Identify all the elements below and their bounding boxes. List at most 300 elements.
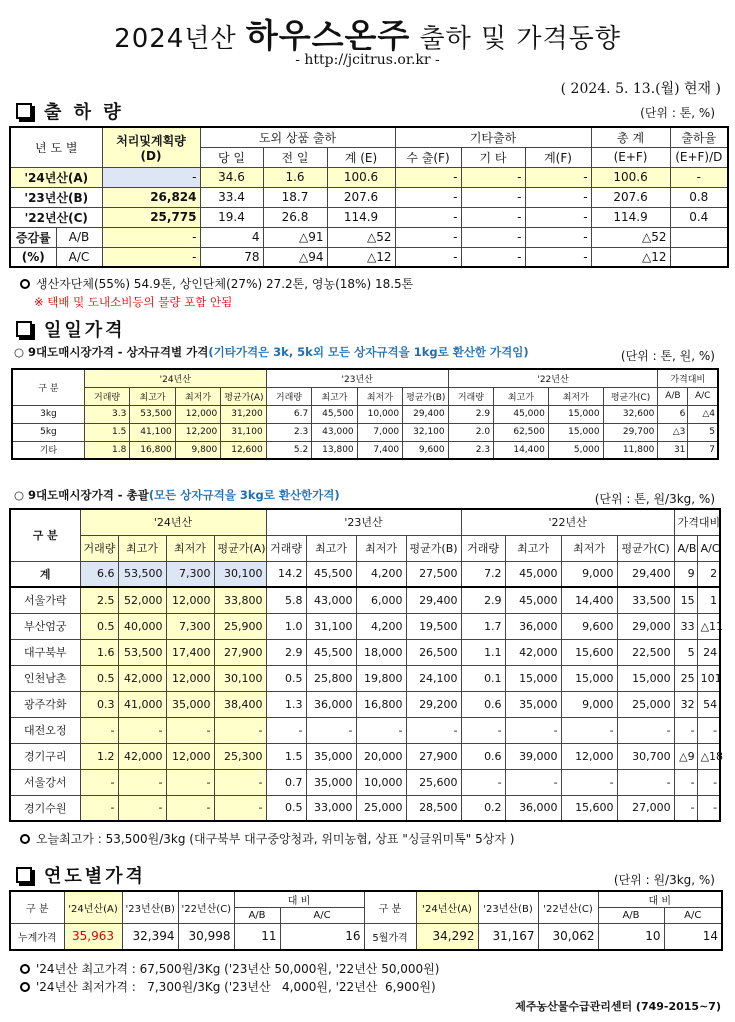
table-cell: △91 — [263, 227, 327, 247]
table-cell: 32,600 — [603, 405, 658, 423]
table-cell: 31,100 — [306, 613, 356, 639]
table-row — [10, 691, 720, 717]
table-cell: 12,000 — [561, 743, 617, 769]
table-cell: 25,600 — [406, 769, 461, 795]
row-label: 계 — [10, 561, 80, 587]
report-date: ( 2024. 5. 13.(월) 현재 ) — [560, 81, 721, 97]
table-cell: 1.6 — [263, 167, 327, 187]
table-cell: 최고가 — [118, 535, 166, 561]
table-row — [10, 795, 720, 821]
table-cell: 1.6 — [80, 639, 118, 665]
table-cell: 거래량 — [84, 387, 129, 405]
row-label: 기타 — [12, 441, 84, 459]
table-cell: 7,300 — [166, 613, 214, 639]
table-cell: 16 — [280, 924, 364, 950]
t2-y24-header: '24년산 — [84, 369, 266, 387]
table-cell: 27,000 — [617, 795, 674, 821]
circle-bullet-icon — [20, 982, 30, 992]
table-cell: 35,000 — [505, 691, 561, 717]
table-cell: 최저가 — [175, 387, 220, 405]
table-cell: 53,500 — [118, 561, 166, 587]
table-cell: 45,500 — [306, 639, 356, 665]
table-cell: 2.5 — [80, 587, 118, 613]
table-cell: 27,500 — [406, 561, 461, 587]
title-suffix: 출하 및 가격동향 — [410, 24, 621, 54]
table-cell: 12,000 — [166, 743, 214, 769]
table-cell: 9,000 — [561, 561, 617, 587]
table-cell: 45,500 — [312, 405, 357, 423]
table-cell: △18 — [697, 743, 720, 769]
row-label: 서울강서 — [10, 769, 80, 795]
table-cell: A/C — [697, 535, 720, 561]
table-cell: 33.4 — [200, 187, 263, 207]
t3-y22-header: '22년산 — [461, 509, 674, 535]
daily-title: 일일가격 — [44, 320, 126, 341]
table-cell: 33,500 — [617, 587, 674, 613]
table-cell: 거래량 — [461, 535, 505, 561]
table-row — [10, 924, 722, 950]
table-cell: 11 — [234, 924, 280, 950]
table-cell: 24,100 — [406, 665, 461, 691]
table-cell: 12,000 — [175, 405, 220, 423]
table-cell: - — [461, 717, 505, 743]
table-cell: 1.5 — [84, 423, 129, 441]
table-cell: 1.3 — [266, 691, 306, 717]
domestic-header: 도외 상품 출하 — [200, 127, 395, 147]
table-cell: 구 분 — [10, 891, 64, 924]
table-cell: A/B — [674, 535, 697, 561]
table-cell: 최저가 — [357, 387, 402, 405]
table-cell: 36,000 — [306, 691, 356, 717]
table-cell: 2.9 — [266, 639, 306, 665]
table-cell: 42,000 — [505, 639, 561, 665]
table-cell: - — [505, 769, 561, 795]
table-cell: 26,824 — [102, 187, 200, 207]
table-cell: 최저가 — [561, 535, 617, 561]
table-cell: 19,500 — [406, 613, 461, 639]
table-cell: 207.6 — [591, 187, 670, 207]
rate-sub-header: (E+F)/D — [670, 147, 728, 167]
circle-bullet-icon — [20, 834, 30, 844]
table-cell: 36,000 — [505, 795, 561, 821]
table-cell: △52 — [591, 227, 670, 247]
table-cell: - — [525, 167, 591, 187]
table-cell: 5 — [688, 423, 718, 441]
table-cell: - — [406, 717, 461, 743]
table-cell: 최저가 — [548, 387, 603, 405]
shipment-note-2: ※ 택배 및 도내소비등의 물량 포함 안됨 — [34, 295, 233, 309]
table-cell: 41,100 — [130, 423, 175, 441]
table-cell: 40,000 — [118, 613, 166, 639]
table-cell: - — [674, 717, 697, 743]
today-header: 당 일 — [200, 147, 263, 167]
table-cell: 45,000 — [505, 587, 561, 613]
table-cell: 0.5 — [80, 665, 118, 691]
table-cell: - — [697, 717, 720, 743]
table-cell: - — [395, 187, 461, 207]
table-cell: 10,000 — [356, 769, 406, 795]
table-cell: 13,800 — [312, 441, 357, 459]
section-box-icon — [16, 321, 32, 337]
table-cell: - — [505, 717, 561, 743]
table-cell: 20,000 — [356, 743, 406, 769]
table-cell: 29,400 — [403, 405, 448, 423]
table-cell: 62,500 — [494, 423, 549, 441]
table-cell: 45,500 — [306, 561, 356, 587]
table-cell: 35,000 — [306, 769, 356, 795]
table-cell: - — [461, 247, 525, 267]
table-cell: 30,062 — [538, 924, 598, 950]
table-cell: - — [461, 167, 525, 187]
table-cell: '24년산(A) — [64, 891, 122, 924]
table-cell: - — [697, 769, 720, 795]
table-cell: (%) — [10, 247, 56, 267]
table-cell: 30,998 — [178, 924, 234, 950]
table-cell: 7 — [688, 441, 718, 459]
table-cell: 16,800 — [356, 691, 406, 717]
table-cell: - — [525, 207, 591, 227]
footer-org: 제주농산물수급관리센터 (749-2015~7) — [515, 1000, 721, 1013]
table-cell: 32 — [674, 691, 697, 717]
table-cell: 33,800 — [214, 587, 266, 613]
table-cell: 42,000 — [118, 743, 166, 769]
table-cell: A/B — [56, 227, 102, 247]
row-label: 서울가락 — [10, 587, 80, 613]
table-cell: 0.1 — [461, 665, 505, 691]
table-row — [10, 665, 720, 691]
table-cell: - — [395, 207, 461, 227]
table-cell: 2.9 — [448, 405, 493, 423]
table-cell: 0.5 — [266, 795, 306, 821]
table-cell: 0.2 — [461, 795, 505, 821]
table-cell: △9 — [674, 743, 697, 769]
table-cell: - — [118, 769, 166, 795]
table-cell: 19,800 — [356, 665, 406, 691]
table-cell: 45,000 — [494, 405, 549, 423]
table-cell: 14,400 — [561, 587, 617, 613]
table-cell: '24년산(A) — [10, 167, 102, 187]
table-cell: 11,800 — [603, 441, 658, 459]
table-cell: - — [102, 227, 200, 247]
table-cell: 9,000 — [561, 691, 617, 717]
table-cell: - — [561, 769, 617, 795]
table-cell: 1.7 — [461, 613, 505, 639]
table-cell: - — [674, 769, 697, 795]
table-cell: 25,000 — [617, 691, 674, 717]
table-cell: 최고가 — [494, 387, 549, 405]
row-label: 5kg — [12, 423, 84, 441]
table-cell: - — [266, 717, 306, 743]
table-cell: 최저가 — [166, 535, 214, 561]
table-row — [12, 405, 718, 423]
yearly-unit: (단위 : 원/3kg, %) — [613, 873, 715, 887]
table-cell: 25,775 — [102, 207, 200, 227]
table-row — [10, 769, 720, 795]
table-cell: 5.2 — [266, 441, 311, 459]
table-cell: 29,000 — [617, 613, 674, 639]
table-cell: - — [166, 795, 214, 821]
table-cell: '22년산(C) — [178, 891, 234, 924]
table-cell: 36,000 — [505, 613, 561, 639]
table-cell: 14.2 — [266, 561, 306, 587]
table-cell: 구 분 — [364, 891, 416, 924]
total-header: 총 계 — [591, 127, 670, 147]
other-header: 기타출하 — [395, 127, 591, 147]
table-cell: 평균가(A) — [221, 387, 266, 405]
table-cell: 17,400 — [166, 639, 214, 665]
table-cell: 29,400 — [617, 561, 674, 587]
t3-y24-header: '24년산 — [80, 509, 266, 535]
table-cell: 10 — [598, 924, 664, 950]
table-cell: 2.3 — [266, 423, 311, 441]
table-cell: A/C — [56, 247, 102, 267]
title-prefix: 2024년산 — [114, 24, 246, 54]
table-cell: 35,000 — [166, 691, 214, 717]
page-title — [0, 10, 735, 57]
table-cell: 22,500 — [617, 639, 674, 665]
table-cell: 2.3 — [448, 441, 493, 459]
table-cell: 28,500 — [406, 795, 461, 821]
yearly-price-table — [9, 890, 723, 951]
table-cell: 43,000 — [312, 423, 357, 441]
table-row — [10, 717, 720, 743]
table-cell: 1.2 — [80, 743, 118, 769]
row-label: 대구북부 — [10, 639, 80, 665]
table-cell: 2 — [697, 561, 720, 587]
table-cell: A/B — [598, 908, 664, 924]
table-cell: 증감률 — [10, 227, 56, 247]
table-cell: - — [461, 769, 505, 795]
table-cell: 5 — [674, 639, 697, 665]
table-cell: 2.0 — [448, 423, 493, 441]
table-cell: △52 — [327, 227, 395, 247]
table-cell: 41,000 — [118, 691, 166, 717]
table-cell: 27,900 — [406, 743, 461, 769]
table-cell: 1.0 — [266, 613, 306, 639]
table-cell: 4,200 — [356, 613, 406, 639]
table-cell: 7,000 — [357, 423, 402, 441]
table-cell: 25,300 — [214, 743, 266, 769]
table-cell: 최고가 — [505, 535, 561, 561]
table-cell: 30,700 — [617, 743, 674, 769]
table-cell: 평균가(C) — [617, 535, 674, 561]
box-size-price-table — [11, 368, 719, 460]
table-cell: 25,800 — [306, 665, 356, 691]
table-cell: 114.9 — [327, 207, 395, 227]
table-cell: 15,000 — [561, 665, 617, 691]
table-cell: - — [561, 717, 617, 743]
table-cell: 42,000 — [118, 665, 166, 691]
table-cell: 12,000 — [166, 587, 214, 613]
circle-bullet-icon — [20, 279, 30, 289]
table-row — [10, 743, 720, 769]
table-cell: 9,600 — [561, 613, 617, 639]
table-cell: 6,000 — [356, 587, 406, 613]
table-cell: 14 — [664, 924, 722, 950]
table-cell: 207.6 — [327, 187, 395, 207]
t2-gubun-header: 구 분 — [12, 369, 84, 405]
table-cell: A/C — [688, 387, 718, 405]
table-cell: 최고가 — [312, 387, 357, 405]
table-cell: - — [461, 207, 525, 227]
table-cell: - — [214, 769, 266, 795]
table-cell: '23년산(B) — [10, 187, 102, 207]
table-cell: - — [356, 717, 406, 743]
row-label: 인천남촌 — [10, 665, 80, 691]
table-cell: 1.5 — [266, 743, 306, 769]
table-cell: - — [525, 247, 591, 267]
table-cell: 100.6 — [327, 167, 395, 187]
row-label: 경기구리 — [10, 743, 80, 769]
table-cell: - — [166, 769, 214, 795]
table-cell: 32,394 — [122, 924, 178, 950]
plan-header: 처리및계획량 (D) — [102, 127, 200, 167]
table-cell: 6.6 — [80, 561, 118, 587]
t3-cmp-header: 가격대비 — [674, 509, 720, 535]
table-cell: 53,500 — [130, 405, 175, 423]
table-cell: A/B — [658, 387, 688, 405]
table-cell: 9 — [674, 561, 697, 587]
table-cell: 최저가 — [356, 535, 406, 561]
total-sub-header: (E+F) — [591, 147, 670, 167]
table-cell: 18.7 — [263, 187, 327, 207]
table-cell: 15,600 — [561, 795, 617, 821]
table-cell: A/B — [234, 908, 280, 924]
table-cell: 1 — [697, 587, 720, 613]
table-cell: - — [102, 247, 200, 267]
table-cell: 33,000 — [306, 795, 356, 821]
table-cell: 6 — [658, 405, 688, 423]
table-cell: 4 — [200, 227, 263, 247]
shipment-section-title — [16, 98, 124, 124]
table-cell: 10,000 — [357, 405, 402, 423]
table-row — [12, 441, 718, 459]
table-cell: 15 — [674, 587, 697, 613]
table-cell: - — [461, 227, 525, 247]
table-cell: 31,167 — [478, 924, 538, 950]
yearly-title: 연도별가격 — [44, 866, 146, 887]
table-cell: - — [214, 795, 266, 821]
table-cell: 대 비 — [234, 891, 364, 908]
table-cell: 24 — [697, 639, 720, 665]
table-cell: 45,000 — [505, 561, 561, 587]
table-cell: 0.6 — [461, 691, 505, 717]
table-cell: △94 — [263, 247, 327, 267]
table-cell: '23년산(B) — [122, 891, 178, 924]
table-row — [10, 639, 720, 665]
table-cell: 16,800 — [130, 441, 175, 459]
table-cell: 25,900 — [214, 613, 266, 639]
table-row — [12, 423, 718, 441]
export-header: 수 출(F) — [395, 147, 461, 167]
table-cell: 25 — [674, 665, 697, 691]
table-cell: △11 — [697, 613, 720, 639]
table-cell: 35,000 — [306, 743, 356, 769]
shipment-table — [9, 126, 729, 268]
table-row — [10, 227, 728, 247]
table-cell: 2.9 — [461, 587, 505, 613]
table-cell: 100.6 — [591, 167, 670, 187]
rate-header: 출하율 — [670, 127, 728, 147]
table-cell: 0.4 — [670, 207, 728, 227]
table-cell: - — [697, 795, 720, 821]
table-cell: '22년산(C) — [538, 891, 598, 924]
table-row — [10, 187, 728, 207]
table-cell: 27,900 — [214, 639, 266, 665]
table-cell — [670, 227, 728, 247]
table-cell: 9,800 — [175, 441, 220, 459]
table-cell: 거래량 — [266, 535, 306, 561]
table-cell: - — [617, 717, 674, 743]
table-cell: 54 — [697, 691, 720, 717]
table-cell: 15,600 — [561, 639, 617, 665]
table-cell: △3 — [658, 423, 688, 441]
table-row — [10, 561, 720, 587]
table-cell: A/C — [280, 908, 364, 924]
table-cell: 6.7 — [266, 405, 311, 423]
table-cell: - — [674, 795, 697, 821]
table-cell: '22년산(C) — [10, 207, 102, 227]
table-cell: - — [525, 227, 591, 247]
table-cell: - — [118, 717, 166, 743]
table-cell: 31,200 — [221, 405, 266, 423]
site-url[interactable]: - http://jcitrus.or.kr - — [295, 52, 440, 68]
table-cell: 7,400 — [357, 441, 402, 459]
table-cell: - — [395, 167, 461, 187]
table-cell: 12,600 — [221, 441, 266, 459]
table-cell: 30,100 — [214, 561, 266, 587]
daily-sub-1: ○ 9대도매시장가격 - 상자규격별 가격(기타가격은 3k, 5k외 모든 상자규격을 1kg로 환산한 가격임) — [14, 345, 529, 359]
yearly-max-note: '24년산 최고가격 : 67,500원/3Kg ('23년산 50,000원, '22년산 50,000원) — [20, 960, 439, 977]
table-cell: '24년산(A) — [416, 891, 478, 924]
t2-cmp-header: 가격대비 — [658, 369, 718, 387]
table-cell: 5월가격 — [364, 924, 416, 950]
table-cell: 18,000 — [356, 639, 406, 665]
summary-price-table — [9, 508, 724, 822]
table-cell: 평균가(B) — [403, 387, 448, 405]
table-cell: - — [395, 247, 461, 267]
etc-header: 기 타 — [461, 147, 525, 167]
table-cell: - — [118, 795, 166, 821]
t2-y23-header: '23년산 — [266, 369, 448, 387]
yearly-min-note: '24년산 최저가격 : 7,300원/3Kg ('23년산 4,000원, '22년산 6,900원) — [20, 978, 436, 995]
shipment-note: 생산자단체(55%) 54.9톤, 상인단체(27%) 27.2톤, 영농(18%) 18.5톤 — [20, 275, 413, 292]
table-cell: - — [306, 717, 356, 743]
table-cell: 35,963 — [64, 924, 122, 950]
table-cell: 7.2 — [461, 561, 505, 587]
table-cell: 대 비 — [598, 891, 722, 908]
yearly-section-title — [16, 862, 146, 888]
table-cell — [670, 247, 728, 267]
table-cell: 29,200 — [406, 691, 461, 717]
table-cell: 15,000 — [548, 405, 603, 423]
table-cell: 0.8 — [670, 187, 728, 207]
table-cell: 43,000 — [306, 587, 356, 613]
table-cell: △4 — [688, 405, 718, 423]
table-row — [10, 247, 728, 267]
table-cell: 최고가 — [306, 535, 356, 561]
shipment-unit: (단위 : 톤, %) — [640, 106, 715, 120]
year-header: 년 도 별 — [10, 127, 102, 167]
table-cell: 7,300 — [166, 561, 214, 587]
daily-section-title — [16, 316, 126, 342]
table-cell: 78 — [200, 247, 263, 267]
section-box-icon — [16, 867, 32, 883]
table-cell: A/C — [664, 908, 722, 924]
table-cell: 0.5 — [80, 613, 118, 639]
table-cell: 26,500 — [406, 639, 461, 665]
table-cell: 1.8 — [84, 441, 129, 459]
